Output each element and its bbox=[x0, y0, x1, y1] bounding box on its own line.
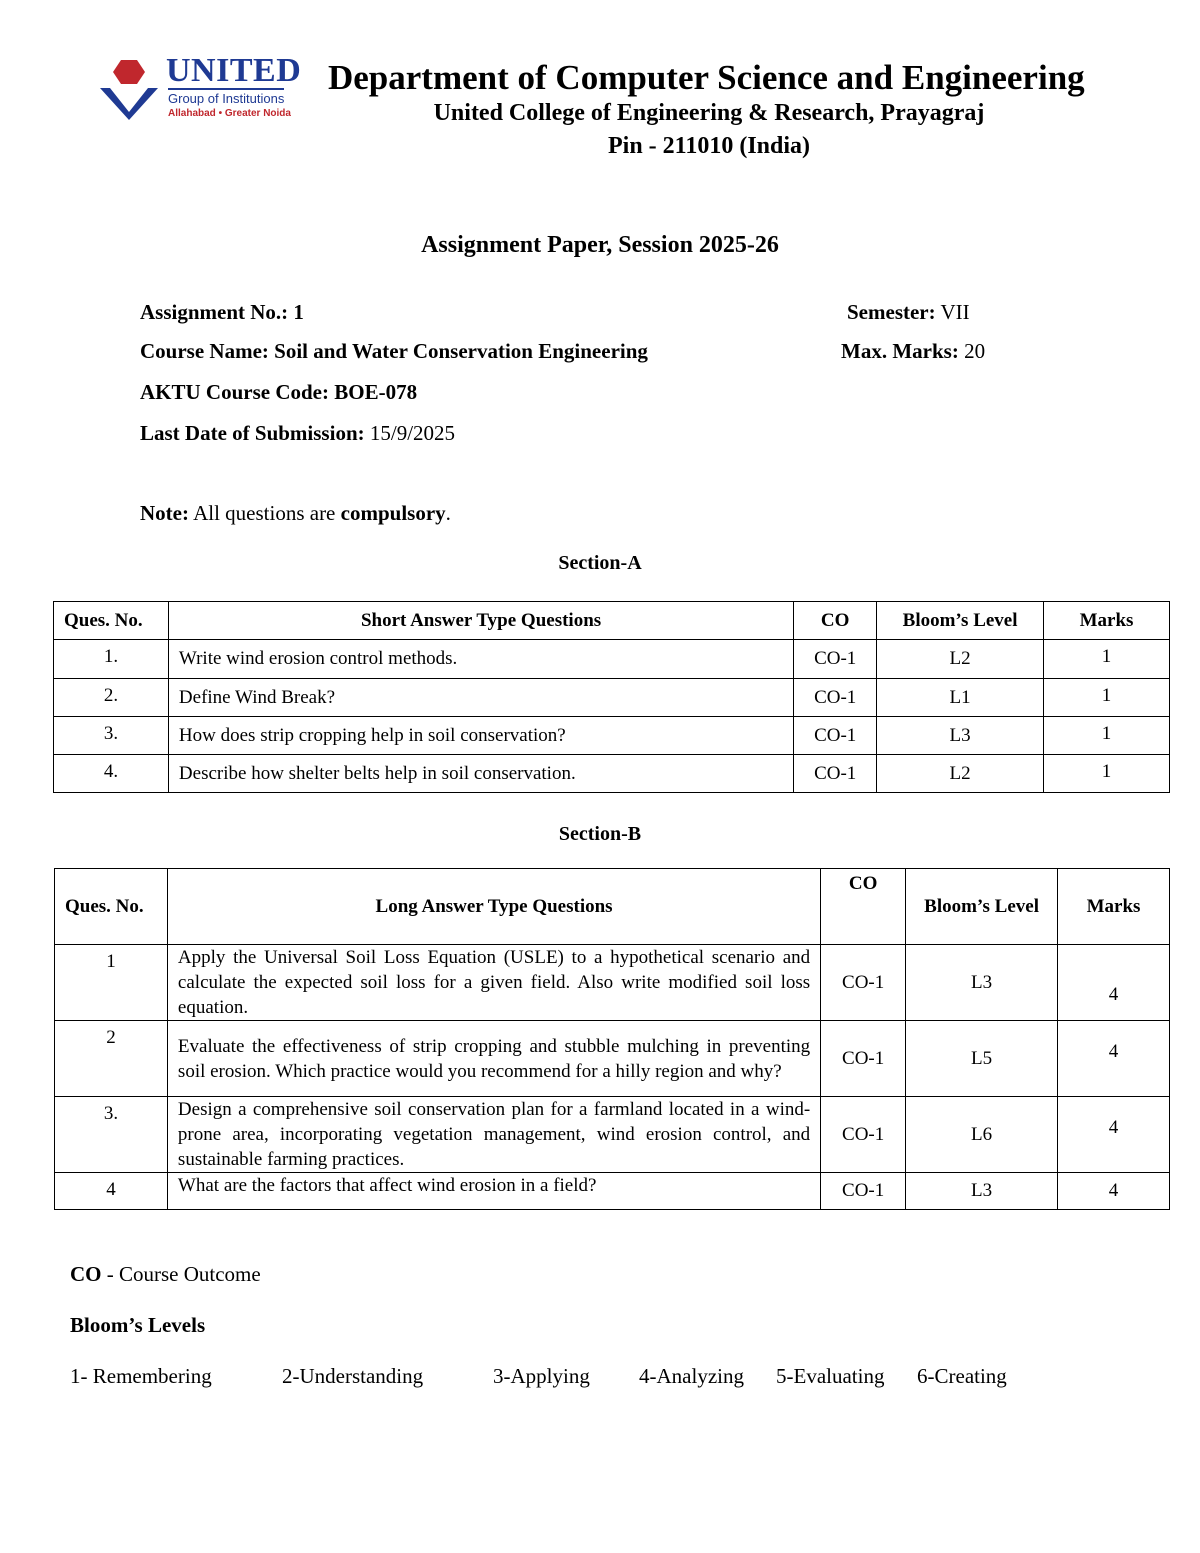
table-row bbox=[55, 1021, 1170, 1097]
table-header-row bbox=[55, 869, 1170, 945]
level-item: 3-Applying bbox=[493, 1364, 590, 1388]
question-co: CO-1 bbox=[794, 679, 877, 717]
table-row bbox=[55, 1097, 1170, 1173]
blooms-levels-title: Bloom’s Levels bbox=[70, 1313, 206, 1337]
table-row bbox=[54, 640, 1170, 679]
header-ques-no: Ques. No. bbox=[54, 602, 169, 640]
question-text: Apply the Universal Soil Loss Equation (USLE) to a hypothetical scenario and calculate the expected soil loss for a given field. Also write modified soil loss equation. bbox=[167, 945, 820, 1021]
level-item: 6-Creating bbox=[917, 1364, 1007, 1388]
question-level: L2 bbox=[877, 640, 1044, 679]
header-co: CO bbox=[821, 869, 906, 945]
college-pin: Pin - 211010 (India) bbox=[607, 133, 811, 159]
question-text: Describe how shelter belts help in soil conservation. bbox=[168, 755, 793, 793]
question-co: CO-1 bbox=[821, 1173, 906, 1210]
header-bloom-level: Bloom’s Level bbox=[877, 602, 1044, 640]
assignment-number: Assignment No.: 1 bbox=[140, 300, 304, 324]
level-item: 1- Remembering bbox=[70, 1364, 212, 1388]
question-number: 1. bbox=[54, 640, 169, 679]
question-marks: 1 bbox=[1044, 755, 1170, 793]
header-marks: Marks bbox=[1058, 869, 1170, 945]
question-marks: 4 bbox=[1058, 1173, 1170, 1210]
blooms-levels-list bbox=[70, 1364, 1007, 1389]
question-number: 3. bbox=[54, 717, 169, 755]
header-ques-no: Ques. No. bbox=[55, 869, 168, 945]
question-marks: 1 bbox=[1044, 717, 1170, 755]
question-co: CO-1 bbox=[794, 717, 877, 755]
logo-subtitle: Group of Institutions bbox=[168, 88, 284, 106]
question-number: 4 bbox=[55, 1173, 168, 1210]
header-question: Short Answer Type Questions bbox=[168, 602, 793, 640]
question-level: L3 bbox=[906, 945, 1058, 1021]
course-code: AKTU Course Code: BOE-078 bbox=[140, 380, 418, 404]
table-header-row bbox=[54, 602, 1170, 640]
table-row bbox=[54, 755, 1170, 793]
level-item: 2-Understanding bbox=[282, 1364, 424, 1388]
question-marks: 1 bbox=[1044, 679, 1170, 717]
question-level: L1 bbox=[877, 679, 1044, 717]
header-co: CO bbox=[794, 602, 877, 640]
header-marks: Marks bbox=[1044, 602, 1170, 640]
submission-date: Last Date of Submission: 15/9/2025 bbox=[140, 421, 456, 445]
question-co: CO-1 bbox=[821, 1021, 906, 1097]
question-co: CO-1 bbox=[794, 640, 877, 679]
question-number: 2. bbox=[54, 679, 169, 717]
section-a-title: Section-A bbox=[558, 552, 642, 574]
question-marks: 4 bbox=[1058, 1097, 1170, 1173]
question-text: Write wind erosion control methods. bbox=[168, 640, 793, 679]
question-text: Define Wind Break? bbox=[168, 679, 793, 717]
question-number: 3. bbox=[55, 1097, 168, 1173]
question-text: How does strip cropping help in soil conservation? bbox=[168, 717, 793, 755]
level-item: 5-Evaluating bbox=[776, 1364, 885, 1388]
logo-locations: Allahabad • Greater Noida bbox=[168, 108, 291, 119]
question-level: L3 bbox=[906, 1173, 1058, 1210]
section-b-title: Section-B bbox=[558, 823, 642, 845]
co-legend: CO - Course Outcome bbox=[70, 1262, 261, 1286]
question-number: 2 bbox=[55, 1021, 168, 1097]
table-row bbox=[54, 717, 1170, 755]
semester: Semester: VII bbox=[847, 300, 970, 324]
question-marks: 4 bbox=[1058, 945, 1170, 1021]
question-marks: 4 bbox=[1058, 1021, 1170, 1097]
section-a-table bbox=[53, 601, 1170, 793]
level-item: 4-Analyzing bbox=[639, 1364, 744, 1388]
paper-title: Assignment Paper, Session 2025-26 bbox=[421, 232, 779, 258]
question-marks: 1 bbox=[1044, 640, 1170, 679]
header-bloom-level: Bloom’s Level bbox=[906, 869, 1058, 945]
question-level: L5 bbox=[906, 1021, 1058, 1097]
question-text: Design a comprehensive soil conservation plan for a farmland located in a wind-prone area, incorporating vegetation management, wind erosion control, and sustainable farming practices. bbox=[167, 1097, 820, 1173]
question-co: CO-1 bbox=[794, 755, 877, 793]
college-name: United College of Engineering & Research, Prayagraj bbox=[433, 100, 985, 126]
department-title: Department of Computer Science and Engineering bbox=[328, 58, 1085, 97]
table-row bbox=[55, 1173, 1170, 1210]
logo-brand: UNITED bbox=[166, 52, 302, 89]
question-number: 1 bbox=[55, 945, 168, 1021]
header-question: Long Answer Type Questions bbox=[167, 869, 820, 945]
question-level: L6 bbox=[906, 1097, 1058, 1173]
question-co: CO-1 bbox=[821, 1097, 906, 1173]
max-marks: Max. Marks: 20 bbox=[841, 339, 986, 363]
question-text: Evaluate the effectiveness of strip cropping and stubble mulching in preventing soil erosion. Which practice would you recommend for a hilly region and why? bbox=[167, 1021, 820, 1097]
course-name: Course Name: Soil and Water Conservation Engineering bbox=[140, 339, 648, 363]
table-row bbox=[54, 679, 1170, 717]
section-b-table bbox=[54, 868, 1170, 1210]
question-level: L3 bbox=[877, 717, 1044, 755]
question-number: 4. bbox=[54, 755, 169, 793]
question-text: What are the factors that affect wind erosion in a field? bbox=[167, 1173, 820, 1210]
note: Note: All questions are compulsory. bbox=[140, 501, 451, 525]
question-level: L2 bbox=[877, 755, 1044, 793]
table-row bbox=[55, 945, 1170, 1021]
question-co: CO-1 bbox=[821, 945, 906, 1021]
